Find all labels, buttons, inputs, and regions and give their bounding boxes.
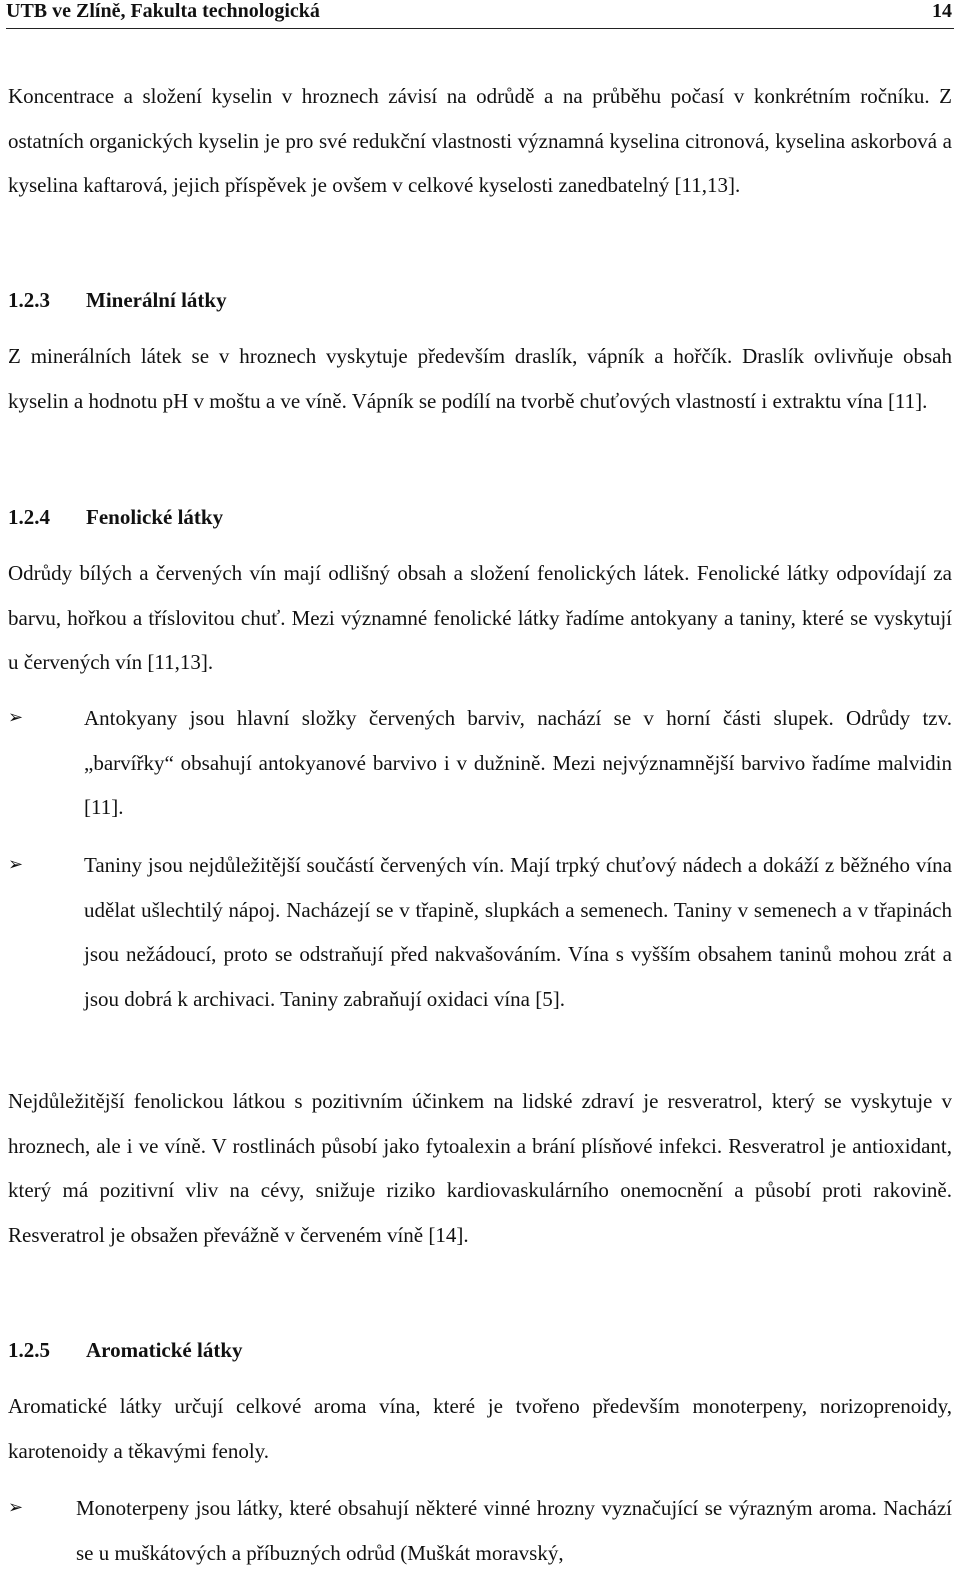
heading-number: 1.2.3	[8, 288, 50, 312]
page-header	[6, 0, 954, 29]
heading-number: 1.2.4	[8, 505, 50, 529]
heading-title: Fenolické látky	[86, 505, 224, 529]
arrow-bullet-icon: ➢	[8, 707, 24, 728]
heading-aromatics	[8, 1336, 243, 1364]
header-title: UTB ve Zlíně, Fakulta technologická	[6, 0, 320, 22]
bullet-text: Taniny jsou nejdůležitější součástí červených vín. Mají trpký chuťový nádech a dokáží z běžného vína udělat ušlechtilý nápoj. Nacházejí se v třapině, slupkách a semenech. Taniny v semenech a v třapinách jsou nežádoucí, proto se odstraňují před nakvašováním. Vína s vyšším obsahem taninů mohou zrát a jsou dobrá k archivaci. Taniny zabraňují oxidaci vína [5].	[84, 853, 952, 1011]
paragraph-acids: Koncentrace a složení kyselin v hroznech závisí na odrůdě a na průběhu počasí v konkrétním ročníku. Z ostatních organických kyselin je pro své redukční vlastnosti významná kyselina citronová, kyselina askorbová a kyselina kaftarová, jejich příspěvek je ovšem v celkové kyselosti zanedbatelný [11,13].	[8, 84, 952, 197]
paragraph-minerals: Z minerálních látek se v hroznech vyskytuje především draslík, vápník a hořčík. Draslík ovlivňuje obsah kyselin a hodnotu pH v moštu a ve víně. Vápník se podílí na tvorbě chuťových vlastností i extraktu vína [11].	[8, 344, 952, 413]
paragraph-aromatics: Aromatické látky určují celkové aroma vína, které je tvořeno především monoterpeny, norizoprenoidy, karotenoidy a těkavými fenoly.	[8, 1394, 952, 1463]
heading-number: 1.2.5	[8, 1338, 50, 1362]
paragraph-resveratrol: Nejdůležitější fenolickou látkou s pozitivním účinkem na lidské zdraví je resveratrol, který se vyskytuje v hroznech, ale i ve víně. V rostlinách působí jako fytoalexin a brání plísňové infekci. Resveratrol je antioxidant, který má pozitivní vliv na cévy, snižuje riziko kardiovaskulárního onemocnění a působí proti rakovině. Resveratrol je obsažen převážně v červeném víně [14].	[8, 1089, 952, 1247]
page-number: 14	[932, 0, 952, 22]
bullet-text: Monoterpeny jsou látky, které obsahují některé vinné hrozny vyznačující se výrazným aroma. Nachází se u muškátových a příbuzných odrůd (Muškát moravský,	[76, 1496, 952, 1565]
heading-title: Minerální látky	[86, 288, 227, 312]
heading-minerals	[8, 286, 227, 314]
heading-phenolics	[8, 503, 223, 531]
paragraph-phenolics: Odrůdy bílých a červených vín mají odlišný obsah a složení fenolických látek. Fenolické látky odpovídají za barvu, hořkou a tříslovitou chuť. Mezi významné fenolické látky řadíme antokyany a taniny, které se vyskytují u červených vín [11,13].	[8, 561, 952, 674]
heading-title: Aromatické látky	[86, 1338, 243, 1362]
arrow-bullet-icon: ➢	[8, 1497, 24, 1518]
bullet-text: Antokyany jsou hlavní složky červených barviv, nachází se v horní části slupek. Odrůdy tzv. „barvířky“ obsahují antokyanové barvivo i v dužnině. Mezi nejvýznamnější barvivo řadíme malvidin [11].	[84, 706, 952, 819]
arrow-bullet-icon: ➢	[8, 854, 24, 875]
